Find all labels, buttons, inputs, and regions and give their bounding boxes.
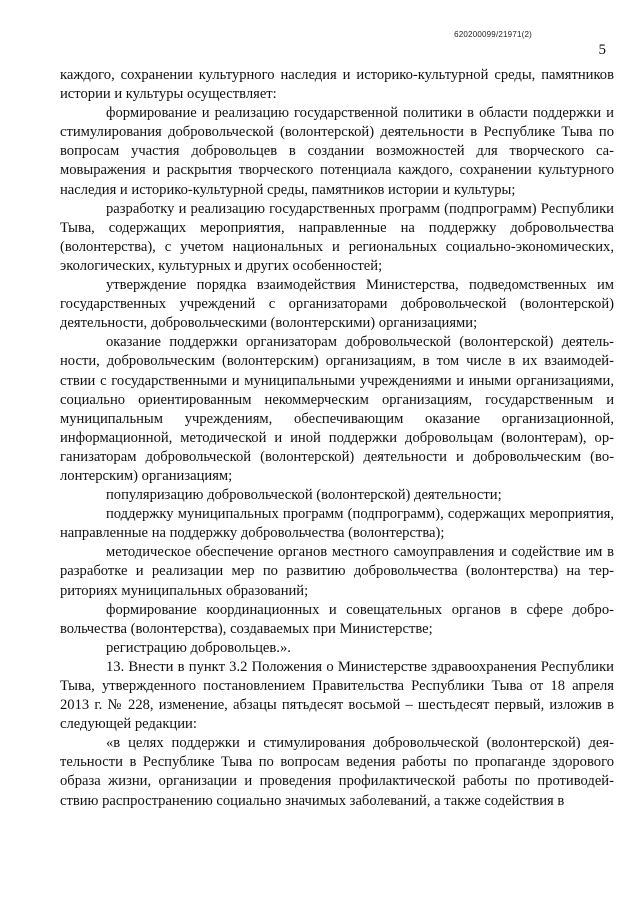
paragraph: формирование и реализацию государственной политики в области поддержки и стимулирования добровольческой (волонтерской) деятельности в Республике Тыва по вопросам участия добровольцев в создании возможностей для творческого самовыражения и раскрытия творческого потенциала каждого, сохранении культурного наследия и историко-культурной среды, памятников истории и культуры; xyxy=(60,105,614,198)
paragraph: 13. Внести в пункт 3.2 Положения о Министерстве здравоохранения Республики Тыва, утвержденного постановлением Правительства Республики Тыва от 18 апреля 2013 г. № 228, изменение, абзацы пятьдесят восьмой – шестьдесят первый, изложив в следующей редакции: xyxy=(60,658,614,733)
paragraph: методическое обеспечение органов местного самоуправления и содействие им в разработке и реализации мер по развитию добровольчества (волонтерства) на территориях муниципальных образований; xyxy=(60,544,614,599)
paragraph: формирование координационных и совещательных органов в сфере добровольчества (волонтерства), создаваемых при Министерстве; xyxy=(60,601,614,637)
paragraph: поддержку муниципальных программ (подпрограмм), содержащих мероприятия, направленные на поддержку добровольчества (волонтерства); xyxy=(60,506,614,542)
paragraph: популяризацию добровольческой (волонтерской) деятельности; xyxy=(106,487,502,504)
paragraph: утверждение порядка взаимодействия Министерства, подведомственных им государственных учреждений с организаторами добровольческой (волонтерской) деятельности, добровольческими (волонтерскими) организациями; xyxy=(60,277,614,332)
paragraph: разработку и реализацию государственных программ (подпрограмм) Республики Тыва, содержащих мероприятия, направленные на поддержку добровольчества (волонтерства), с учетом национальных и региональных социально-экономических, экологических, культурных и других особенностей; xyxy=(60,200,614,274)
document-body xyxy=(60,66,614,811)
paragraph: каждого, сохранении культурного наследия и историко-культурной среды, памятников истории и культуры осуществляет: xyxy=(60,67,614,103)
page-number: 5 xyxy=(598,42,606,58)
paragraph: «в целях поддержки и стимулирования добровольческой (волонтерской) деятельности в Республике Тыва по вопросам ведения работы по пропаганде здорового образа жизни, организации и проведения профилактической работы по противодействию распространению социально значимых заболеваний, а также содействия в xyxy=(60,735,614,809)
paragraph: оказание поддержки организаторам добровольческой (волонтерской) деятельности, добровольческим (волонтерским) организациям, в том числе в их взаимодействии с государственными и муниципальными учреждениями и иными организациями, социально ориентированным некоммерческим организациям, государственным и муниципальным учреждениям, обеспечивающим оказание организационной, информационной, методической и иной поддержки добровольцам (волонтерам), организаторам добровольческой (волонтерской) деятельности и добровольческим (волонтерским) организациям; xyxy=(60,334,614,484)
document-code: 620200099/21971(2) xyxy=(454,30,532,39)
paragraph: регистрацию добровольцев.». xyxy=(106,639,291,656)
